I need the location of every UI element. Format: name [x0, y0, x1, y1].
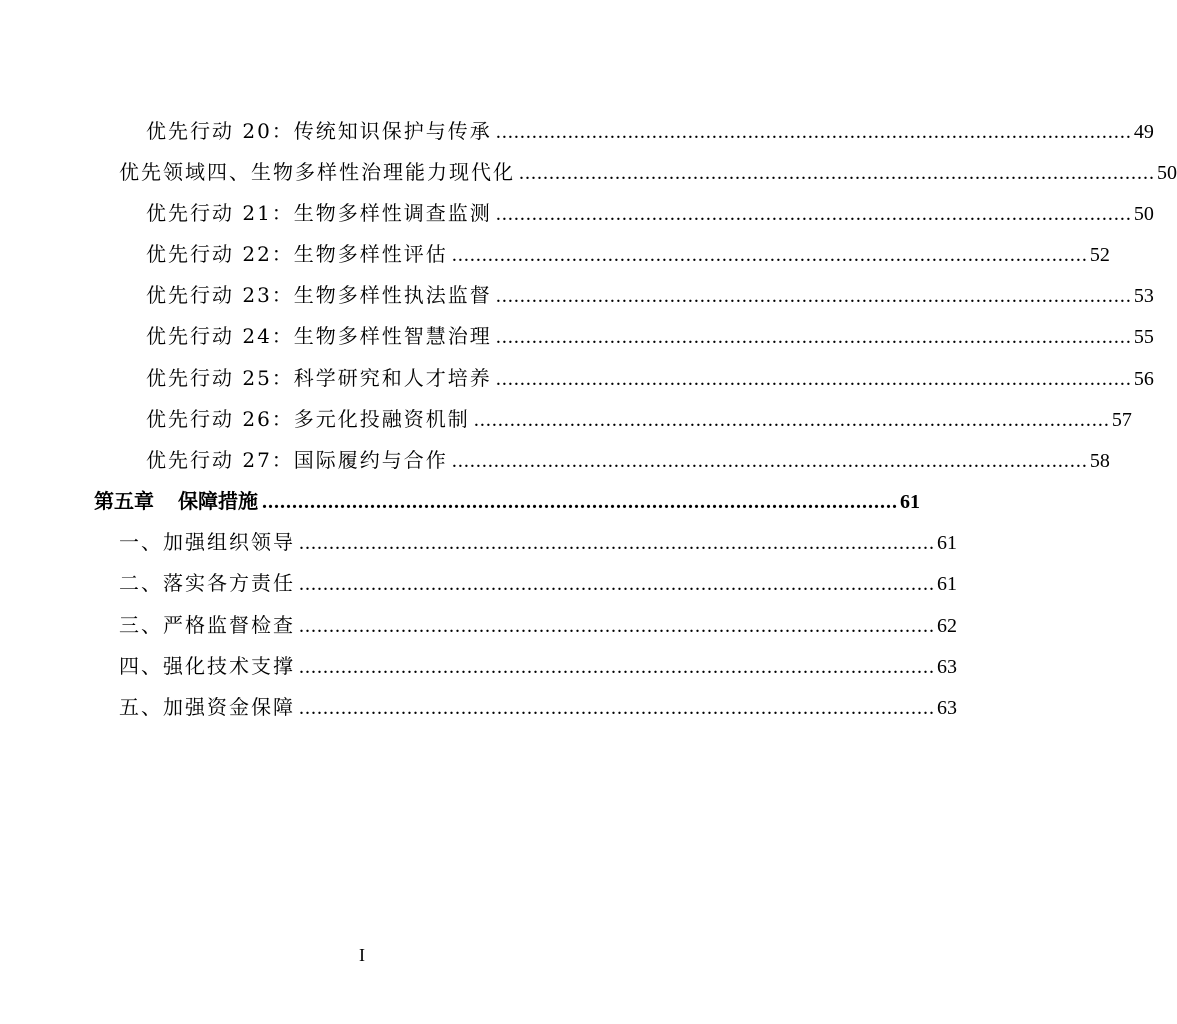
- toc-entry-page: 57: [1111, 409, 1132, 431]
- toc-entry[interactable]: [119, 692, 957, 722]
- toc-leader-dots: ..........................................................................................................: [299, 615, 935, 637]
- toc-entry-page: 63: [937, 697, 957, 719]
- toc-entry[interactable]: [146, 280, 1154, 310]
- toc-entry-label: 四、强化技术支撑: [119, 654, 295, 678]
- toc-leader-dots: ..........................................................................................................: [299, 573, 935, 595]
- toc-entry[interactable]: [146, 404, 1132, 434]
- toc-leader-dots: ..........................................................................................................: [299, 697, 935, 719]
- toc-entry-page: 58: [1089, 450, 1110, 472]
- toc-leader-dots: ..........................................................................................................: [495, 203, 1132, 225]
- toc-entry[interactable]: [146, 239, 1110, 269]
- toc-leader-dots: ..........................................................................................................: [299, 656, 935, 678]
- toc-entry-label: 优先行动 25：科学研究和人才培养: [146, 366, 492, 390]
- toc-leader-dots: ..........................................................................................................: [262, 491, 898, 513]
- toc-leader-dots: ..........................................................................................................: [495, 326, 1132, 348]
- toc-entry-page: 49: [1133, 121, 1154, 143]
- toc-entry-page: 50: [1157, 162, 1177, 184]
- toc-leader-dots: ..........................................................................................................: [473, 409, 1110, 431]
- toc-entry[interactable]: [146, 445, 1110, 475]
- toc-entry-page: 52: [1089, 244, 1110, 266]
- toc-entry[interactable]: [119, 568, 957, 598]
- toc-entry-label: 五、加强资金保障: [119, 695, 295, 719]
- toc-entry-page: 61: [937, 573, 957, 595]
- toc-leader-dots: ..........................................................................................................: [495, 121, 1132, 143]
- toc-entry-page: 56: [1133, 368, 1154, 390]
- toc-leader-dots: ..........................................................................................................: [495, 285, 1132, 307]
- toc-entry-page: 55: [1133, 326, 1154, 348]
- toc-entry-label: 优先行动 20：传统知识保护与传承: [146, 119, 492, 143]
- toc-entry-page: 61: [937, 532, 957, 554]
- page-number: I: [359, 945, 365, 965]
- toc-entry-label: 二、落实各方责任: [119, 571, 295, 595]
- toc-leader-dots: ..........................................................................................................: [451, 450, 1088, 472]
- toc-entry[interactable]: [146, 198, 1154, 228]
- toc-entry-label: 一、加强组织领导: [119, 530, 295, 554]
- toc-entry-label: 优先行动 22：生物多样性评估: [146, 242, 448, 266]
- toc-entry-label: 优先行动 23：生物多样性执法监督: [146, 283, 492, 307]
- toc-entry-label: 优先行动 21：生物多样性调查监测: [146, 201, 492, 225]
- toc-entry[interactable]: [146, 321, 1154, 351]
- toc-chapter-entry[interactable]: [94, 486, 920, 516]
- toc-entry[interactable]: [146, 116, 1154, 146]
- toc-entry-page: 63: [937, 656, 957, 678]
- toc-entry-label: 优先行动 24：生物多样性智慧治理: [146, 324, 492, 348]
- toc-entry[interactable]: [146, 363, 1154, 393]
- toc-entry-label: 优先行动 26：多元化投融资机制: [146, 407, 470, 431]
- toc-entry-page: 53: [1133, 285, 1154, 307]
- toc-entry-label: 三、严格监督检查: [119, 613, 295, 637]
- toc-leader-dots: ..........................................................................................................: [299, 532, 935, 554]
- toc-leader-dots: ..........................................................................................................: [495, 368, 1132, 390]
- toc-entry-label: 优先行动 27：国际履约与合作: [146, 448, 448, 472]
- toc-chapter-title: 保障措施: [178, 489, 258, 513]
- toc-chapter-number: 第五章: [94, 489, 154, 513]
- toc-entry[interactable]: [119, 157, 1177, 187]
- toc-entry-page: 50: [1133, 203, 1154, 225]
- toc-entry-label: 优先领域四、生物多样性治理能力现代化: [119, 160, 515, 184]
- toc-entry-page: 62: [937, 615, 957, 637]
- toc-entry[interactable]: [119, 527, 957, 557]
- toc-entry[interactable]: [119, 610, 957, 640]
- toc-leader-dots: ..........................................................................................................: [451, 244, 1088, 266]
- toc-chapter-label: [94, 486, 258, 516]
- toc-leader-dots: ..........................................................................................................: [519, 162, 1155, 184]
- toc-entry-page: 61: [900, 491, 920, 513]
- toc-entry[interactable]: [119, 651, 957, 681]
